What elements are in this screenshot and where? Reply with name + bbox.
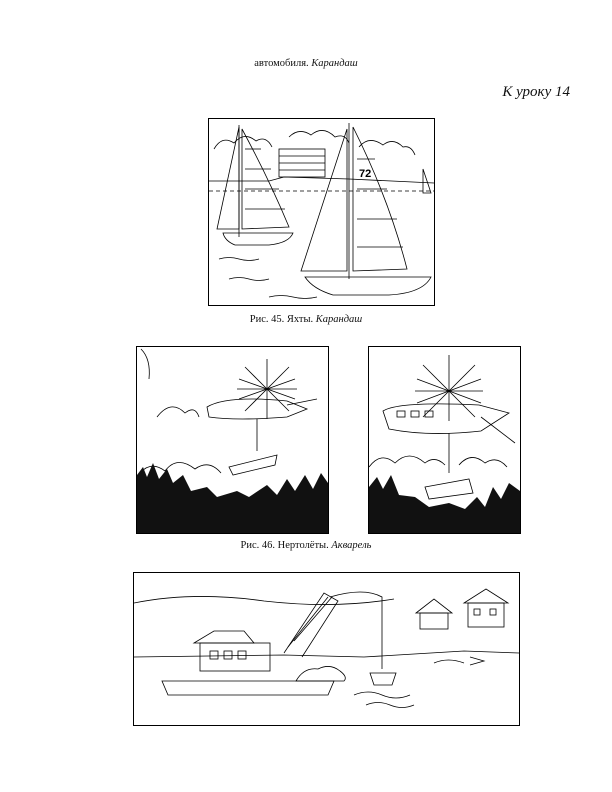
yachts-drawing xyxy=(208,118,435,306)
floating-crane-illustration xyxy=(134,573,519,725)
helicopter-drawing-right xyxy=(368,346,521,534)
fig46-caption-medium: Акварель xyxy=(331,540,372,551)
fig45-caption xyxy=(0,314,612,325)
helicopter-drawing-left xyxy=(136,346,329,534)
sail-number: 72 xyxy=(359,168,372,180)
lesson-label: К уроку 14 xyxy=(502,84,570,100)
fig46-caption-prefix: Рис. 46. Нертолёты. xyxy=(240,540,329,551)
yachts-illustration xyxy=(209,119,434,305)
top-caption-medium: Карандаш xyxy=(311,58,358,69)
helicopter-illustration-left xyxy=(137,347,328,533)
fig46-caption xyxy=(0,540,612,551)
top-caption xyxy=(0,58,612,69)
fig45-caption-prefix: Рис. 45. Яхты. xyxy=(249,314,314,325)
helicopter-illustration-right xyxy=(369,347,520,533)
fig45-caption-medium: Карандаш xyxy=(315,314,363,325)
floating-crane-drawing xyxy=(133,572,520,726)
top-caption-text: автомобиля. xyxy=(254,58,309,69)
